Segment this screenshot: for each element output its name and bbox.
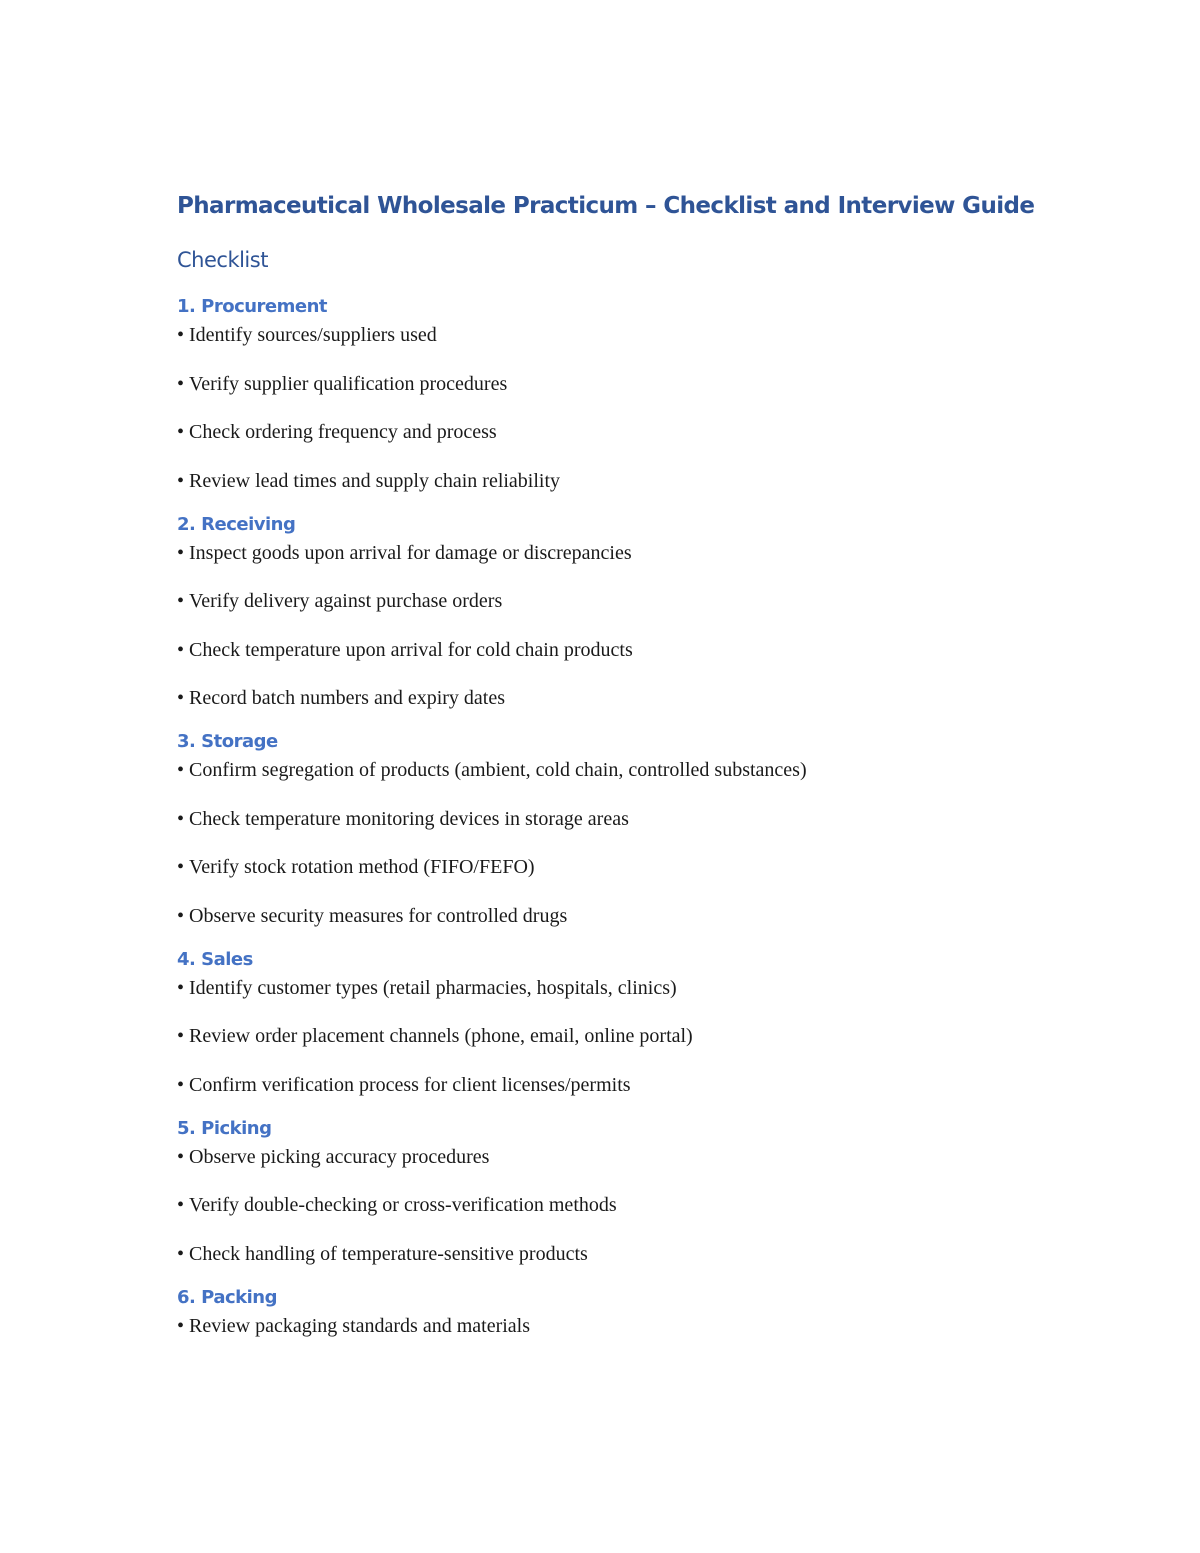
checklist-item-text: Observe security measures for controlled drugs [189,904,568,927]
checklist-item [177,418,1037,447]
checklist-item [177,1312,1037,1341]
group-heading: 3. Storage [177,731,278,752]
bullet-icon: • [177,541,185,564]
checklist-item [177,1240,1037,1269]
checklist-item-text: Review lead times and supply chain reliability [189,469,561,492]
bullet-icon: • [177,1025,185,1047]
checklist-item-text: Confirm segregation of products (ambient, cold chain, controlled substances) [189,759,807,781]
checklist-item [177,1143,1037,1172]
checklist-item-text: Identify sources/suppliers used [189,324,437,346]
checklist-group [177,727,1037,931]
bullet-icon: • [177,1194,185,1216]
bullet-icon: • [177,421,185,443]
checklist-item [177,756,1037,785]
section-heading-checklist: Checklist [177,248,268,272]
checklist-items [177,321,1037,496]
checklist-item-text: Review packaging standards and materials [189,1314,531,1337]
checklist-items [177,756,1037,931]
checklist-groups [177,292,1037,1341]
bullet-icon: • [177,1145,185,1168]
checklist-item [177,321,1037,350]
group-heading: 6. Packing [177,1286,277,1308]
checklist-item-text: Record batch numbers and expiry dates [189,687,506,709]
document-title: Pharmaceutical Wholesale Practicum – Checklist and Interview Guide [177,193,1035,219]
bullet-icon: • [177,590,185,612]
checklist-item-text: Identify customer types (retail pharmacies, hospitals, clinics) [189,976,677,999]
bullet-icon: • [177,976,185,999]
checklist-item [177,1191,1037,1220]
checklist-item [177,1022,1037,1051]
checklist-items [177,539,1037,714]
checklist-items [177,1312,1037,1341]
checklist-item-text: Review order placement channels (phone, email, online portal) [189,1025,693,1047]
bullet-icon: • [177,372,185,395]
bullet-icon: • [177,759,185,781]
checklist-item-text: Inspect goods upon arrival for damage or discrepancies [189,541,632,564]
checklist-item-text: Check temperature upon arrival for cold chain products [189,638,633,661]
bullet-icon: • [177,687,185,709]
checklist-item [177,636,1037,665]
checklist-item [177,539,1037,568]
bullet-icon: • [177,1242,185,1265]
bullet-icon: • [177,904,185,927]
checklist-item [177,1071,1037,1100]
checklist-items [177,974,1037,1100]
checklist-item [177,684,1037,713]
checklist-item-text: Verify supplier qualification procedures [189,372,508,395]
checklist-item [177,467,1037,496]
checklist-item-text: Verify delivery against purchase orders [189,590,503,612]
document-body [177,188,1037,1341]
bullet-icon: • [177,1073,185,1096]
checklist-group [177,945,1037,1100]
checklist-item [177,370,1037,399]
group-heading: 1. Procurement [177,296,328,317]
checklist-item [177,805,1037,834]
checklist-item [177,974,1037,1003]
checklist-item [177,902,1037,931]
checklist-group [177,510,1037,714]
checklist-item [177,853,1037,882]
group-heading: 4. Sales [177,948,253,970]
checklist-item-text: Check temperature monitoring devices in storage areas [189,807,629,830]
bullet-icon: • [177,1314,185,1337]
checklist-group [177,1114,1037,1269]
checklist-item-text: Check handling of temperature-sensitive products [189,1242,588,1265]
bullet-icon: • [177,638,185,661]
group-heading: 5. Picking [177,1117,272,1139]
checklist-group [177,1283,1037,1341]
bullet-icon: • [177,856,185,878]
bullet-icon: • [177,324,185,346]
checklist-item [177,587,1037,616]
checklist-group [177,292,1037,496]
checklist-item-text: Observe picking accuracy procedures [189,1145,490,1168]
checklist-items [177,1143,1037,1269]
checklist-item-text: Confirm verification process for client licenses/permits [189,1073,631,1096]
bullet-icon: • [177,469,185,492]
bullet-icon: • [177,807,185,830]
checklist-item-text: Verify double-checking or cross-verification methods [189,1194,617,1216]
group-heading: 2. Receiving [177,513,296,535]
checklist-item-text: Verify stock rotation method (FIFO/FEFO) [189,856,535,878]
checklist-item-text: Check ordering frequency and process [189,421,497,443]
